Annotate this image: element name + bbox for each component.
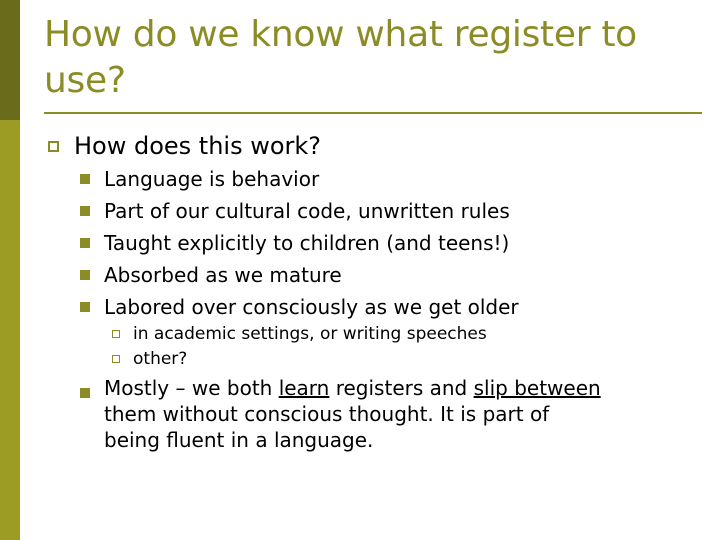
- paragraph-line: being fluent in a language.: [104, 428, 374, 452]
- bullet-level2-paragraph: [104, 375, 601, 453]
- bullet-level1: How does this work?: [74, 132, 322, 160]
- square-bullet-icon: [80, 270, 90, 280]
- bullet-level2: Absorbed as we mature: [104, 263, 342, 287]
- square-bullet-icon: [80, 174, 90, 184]
- slide-title: How do we know what register to use?: [44, 14, 637, 101]
- bullet-level2: Labored over consciously as we get older: [104, 295, 519, 319]
- square-bullet-icon: [48, 141, 59, 152]
- bullet-level2: Taught explicitly to children (and teens!): [104, 231, 510, 255]
- paragraph-line: [104, 375, 601, 401]
- text-segment: Mostly – we both: [104, 376, 279, 400]
- underlined-term-learn: learn: [278, 376, 330, 400]
- bullet-level2: Part of our cultural code, unwritten rules: [104, 199, 510, 223]
- text-segment: registers and: [329, 376, 474, 400]
- square-bullet-icon: [80, 388, 90, 398]
- square-bullet-icon: [112, 330, 120, 338]
- square-bullet-icon: [80, 302, 90, 312]
- square-bullet-icon: [80, 238, 90, 248]
- bullet-level3: in academic settings, or writing speeches: [133, 324, 487, 344]
- paragraph-line: them without conscious thought. It is part of: [104, 402, 550, 426]
- bullet-level2: Language is behavior: [104, 167, 320, 191]
- square-bullet-icon: [80, 206, 90, 216]
- square-bullet-icon: [112, 355, 120, 363]
- underlined-term-slip-between: slip between: [473, 376, 601, 400]
- bullet-level3: other?: [133, 349, 188, 369]
